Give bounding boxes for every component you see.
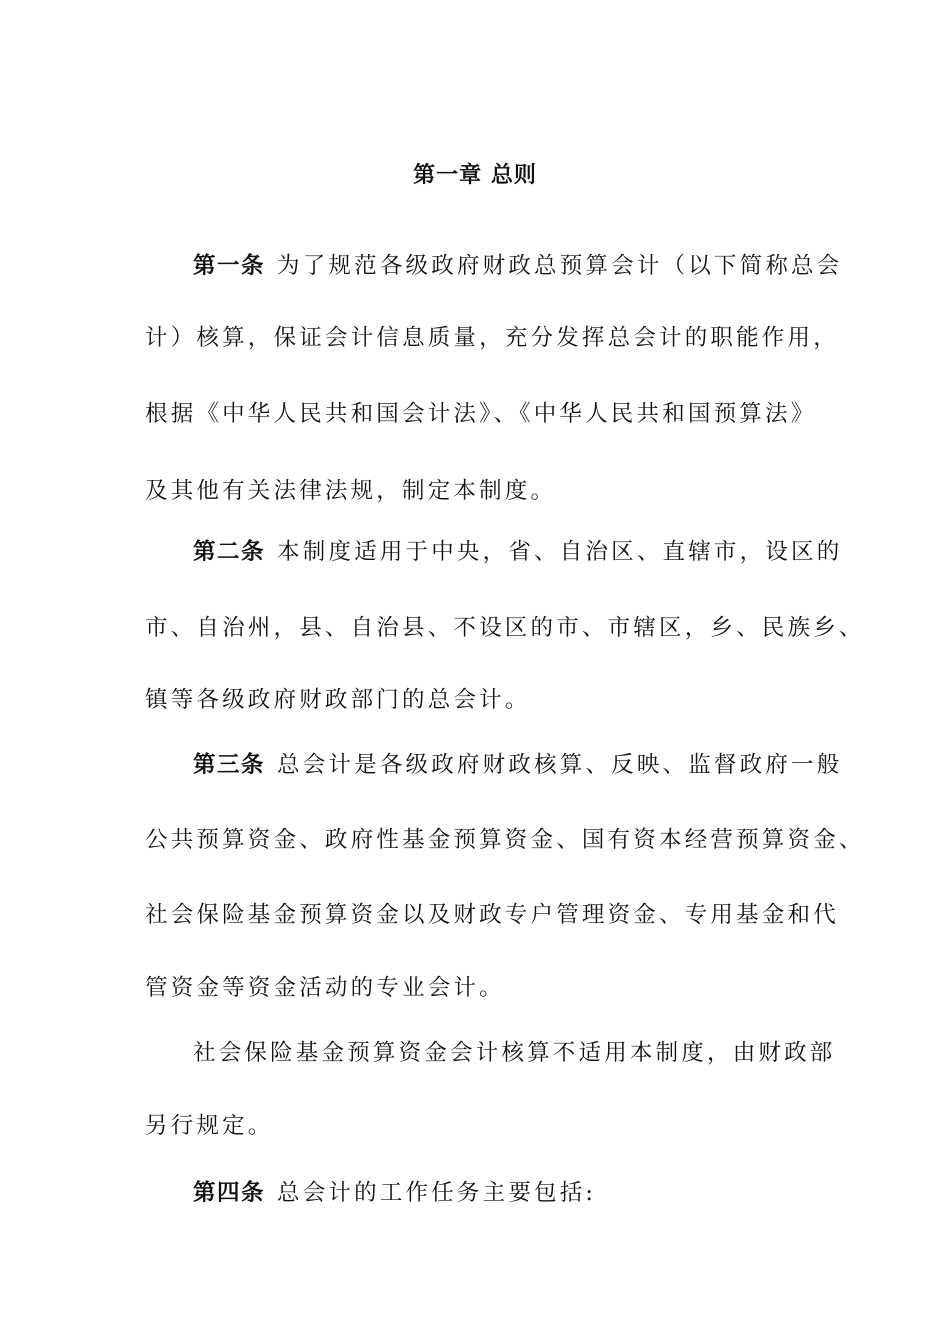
- paragraph-social-insurance-line-1: 社会保险基金预算资金会计核算不适用本制度，由财政部: [193, 1040, 836, 1066]
- article-2-line-1: [193, 534, 842, 570]
- article-3-line-2: 公共预算资金、政府性基金预算资金、国有资本经营预算资金、: [145, 827, 865, 853]
- article-3-line-4: 管资金等资金活动的专业会计。: [145, 975, 505, 1001]
- article-2-line-3: 镇等各级政府财政部门的总会计。: [145, 687, 531, 713]
- chapter-title: 第一章 总则: [413, 163, 537, 188]
- article-3-line-3: 社会保险基金预算资金以及财政专户管理资金、专用基金和代: [145, 902, 839, 928]
- article-1-line-2: 计）核算，保证会计信息质量，充分发挥总会计的职能作用，: [145, 325, 839, 351]
- article-1-line-3: 根据《中华人民共和国会计法》、《中华人民共和国预算法》: [145, 401, 817, 427]
- article-3-text-1: 总会计是各级政府财政核算、反映、监督政府一般: [277, 752, 843, 778]
- article-2-line-2: 市、自治州，县、自治县、不设区的市、市辖区，乡、民族乡、: [145, 615, 865, 641]
- article-2-text-1: 本制度适用于中央，省、自治区、直辖市，设区的: [277, 539, 843, 565]
- article-1-line-4: 及其他有关法律法规，制定本制度。: [145, 478, 557, 504]
- article-4-line-1: [193, 1175, 596, 1211]
- article-4-label: 第四条: [193, 1180, 266, 1206]
- article-3-line-1: [193, 747, 842, 783]
- article-1-label: 第一条: [193, 253, 266, 279]
- article-2-label: 第二条: [193, 539, 266, 565]
- article-1-text-1: 为了规范各级政府财政总预算会计（以下简称总会: [277, 253, 843, 279]
- article-3-label: 第三条: [193, 752, 266, 778]
- paragraph-social-insurance-line-2: 另行规定。: [145, 1113, 274, 1139]
- article-1-line-1: [193, 248, 842, 284]
- article-4-text-1: 总会计的工作任务主要包括:: [277, 1180, 597, 1206]
